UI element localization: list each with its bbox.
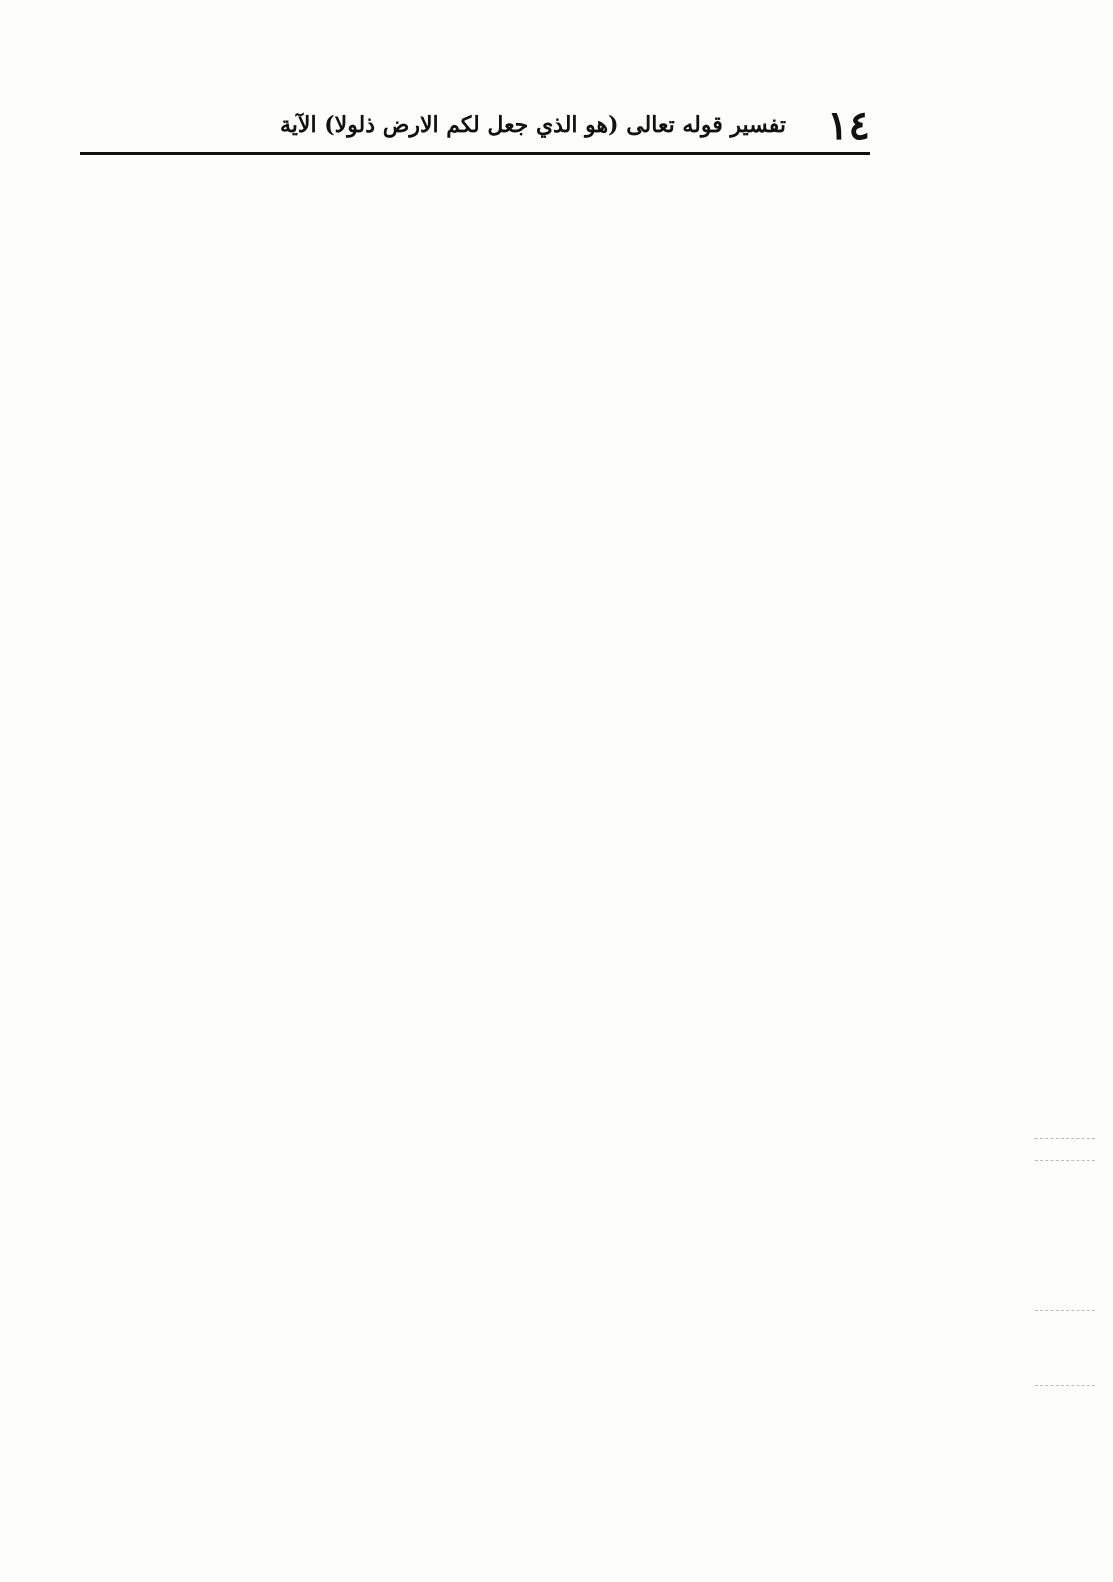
text-line [78, 1080, 874, 1115]
text-line [78, 691, 874, 726]
text-line [78, 1469, 874, 1504]
text-line [78, 160, 874, 195]
margin-mark [1035, 1310, 1095, 1311]
text-line [78, 195, 874, 230]
text-line [78, 903, 874, 938]
text-line [78, 1222, 874, 1257]
text-line [78, 585, 874, 620]
text-line [78, 408, 874, 443]
running-title: تفسير قوله تعالى (هو الذي جعل لكم الارض ذلولا) الآية [280, 112, 787, 138]
text-line [78, 655, 874, 690]
text-line [78, 514, 874, 549]
text-line [78, 1434, 874, 1469]
text-line [78, 549, 874, 584]
text-line [78, 939, 874, 974]
page-number: ١٤ [827, 101, 870, 149]
margin-mark [1035, 1385, 1095, 1386]
text-line [78, 620, 874, 655]
text-line [78, 1009, 874, 1044]
text-line [78, 832, 874, 867]
header-rule [80, 152, 870, 155]
text-line [78, 797, 874, 832]
text-line [78, 231, 874, 266]
text-line [78, 1151, 874, 1186]
text-body [78, 160, 874, 1505]
text-line [78, 1257, 874, 1292]
text-line [78, 1186, 874, 1221]
text-line [78, 1363, 874, 1398]
text-line [78, 1116, 874, 1151]
margin-mark [1035, 1160, 1095, 1161]
margin-mark [1035, 1138, 1095, 1139]
text-line [78, 1399, 874, 1434]
text-line [78, 266, 874, 301]
text-line [78, 337, 874, 372]
text-line [78, 1045, 874, 1080]
text-line [78, 762, 874, 797]
text-line [78, 1328, 874, 1363]
text-line [78, 443, 874, 478]
text-line [78, 974, 874, 1009]
text-line [78, 479, 874, 514]
text-line [78, 372, 874, 407]
text-line [78, 302, 874, 337]
text-line [78, 1293, 874, 1328]
text-line [78, 868, 874, 903]
text-line [78, 726, 874, 761]
page-header [80, 100, 870, 150]
